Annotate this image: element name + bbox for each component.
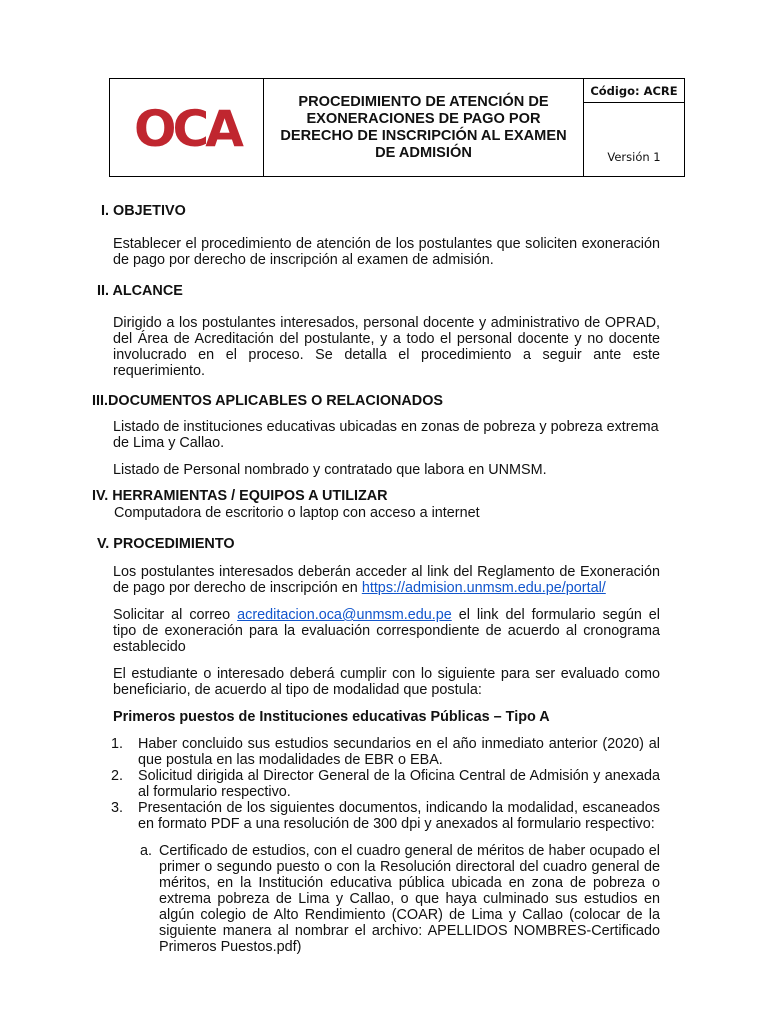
- procedimiento-p2-text-after: el link del formulario según el tipo de exoneración para la evaluación correspondiente de acuerdo al cronograma establecido: [113, 607, 661, 655]
- procedimiento-paragraph-3: El estudiante o interesado deberá cumplir con lo siguiente para ser evaluado como beneficiario, de acuerdo al tipo de modalidad que postula:: [113, 666, 660, 698]
- procedimiento-paragraph-1: [92, 564, 660, 596]
- section-alcance-heading: II. ALCANCE: [97, 283, 183, 299]
- section-procedimiento-heading: V. PROCEDIMIENTO: [97, 536, 235, 552]
- section-herramientas-heading: IV. HERRAMIENTAS / EQUIPOS A UTILIZAR: [92, 488, 388, 504]
- section-documentos-item2: Listado de Personal nombrado y contratado que labora en UNMSM.: [113, 462, 547, 478]
- list-item-number: 1.: [111, 736, 124, 752]
- list-item: [111, 736, 660, 768]
- section-alcance-text: Dirigido a los postulantes interesados, personal docente y administrativo de OPRAD, del Área de Acreditación del postulante, y a todo el personal docente y no docente involucrado en el proceso. Se detalla el procedimiento a seguir ante este requerimiento.: [113, 315, 660, 379]
- tipo-a-subheading: Primeros puestos de Instituciones educativas Públicas – Tipo A: [113, 709, 550, 725]
- acreditacion-email-link[interactable]: acreditacion.oca@unmsm.edu.pe: [237, 607, 452, 623]
- document-body: [92, 203, 660, 955]
- sub-list-item: [92, 843, 660, 955]
- list-item-text: Haber concluido sus estudios secundarios en el año inmediato anterior (2020) al que postula en las modalidades de EBR o EBA.: [138, 736, 660, 768]
- list-item-text: Presentación de los siguientes documentos, indicando la modalidad, escaneados en formato PDF a una resolución de 300 dpi y anexados al formulario respectivo:: [138, 800, 660, 832]
- section-objetivo-text: Establecer el procedimiento de atención de los postulantes que soliciten exoneración de pago por derecho de inscripción al examen de admisión.: [113, 236, 660, 268]
- list-item-number: 3.: [111, 800, 124, 816]
- logo-cell: [110, 79, 264, 176]
- document-title: PROCEDIMIENTO DE ATENCIÓN DE EXONERACIONES DE PAGO POR DERECHO DE INSCRIPCIÓN AL EXAMEN DE ADMISIÓN: [264, 79, 584, 176]
- document-version: Versión 1: [607, 150, 661, 164]
- list-item: [111, 768, 660, 800]
- sub-list-item-letter: a.: [140, 843, 153, 859]
- procedimiento-paragraph-2: [92, 607, 660, 655]
- section-herramientas-text: Computadora de escritorio o laptop con acceso a internet: [114, 505, 480, 521]
- admision-portal-link[interactable]: https://admision.unmsm.edu.pe/portal/: [361, 580, 606, 596]
- list-item-text: Solicitud dirigida al Director General de la Oficina Central de Admisión y anexada al formulario respectivo.: [138, 768, 660, 800]
- list-item: [111, 800, 660, 832]
- requirements-list: [92, 736, 660, 832]
- svg-text:OCA: OCA: [133, 101, 240, 154]
- document-code: Código: ACRE: [584, 79, 684, 103]
- procedimiento-p2-text-before: Solicitar al correo: [113, 607, 238, 623]
- section-documentos-item1: Listado de instituciones educativas ubicadas en zonas de pobreza y pobreza extrema de Lima y Callao.: [113, 419, 659, 451]
- oca-logo: [121, 102, 253, 154]
- section-objetivo-heading: I. OBJETIVO: [101, 203, 186, 219]
- document-header: [109, 78, 685, 177]
- procedimiento-p1-text: Los postulantes interesados deberán acceder al link del Reglamento de Exoneración de pago por derecho de inscripción en: [113, 564, 660, 596]
- sub-list-item-text: Certificado de estudios, con el cuadro general de méritos de haber ocupado el primer o segundo puesto o con la Resolución directoral del cuadro general de méritos, en la Institución educativa pública ubicada en zona de pobreza o extrema pobreza de Lima y Callao, o que haya culminado sus estudios en algún colegio de Alto Rendimiento (COAR) de Lima y Callao (colocar de la siguiente manera al nombrar el archivo: APELLIDOS NOMBRES-Certificado Primeros Puestos.pdf): [159, 843, 660, 955]
- list-item-number: 2.: [111, 768, 124, 784]
- meta-cell: [584, 79, 684, 176]
- section-documentos-heading: III.DOCUMENTOS APLICABLES O RELACIONADOS: [92, 393, 443, 409]
